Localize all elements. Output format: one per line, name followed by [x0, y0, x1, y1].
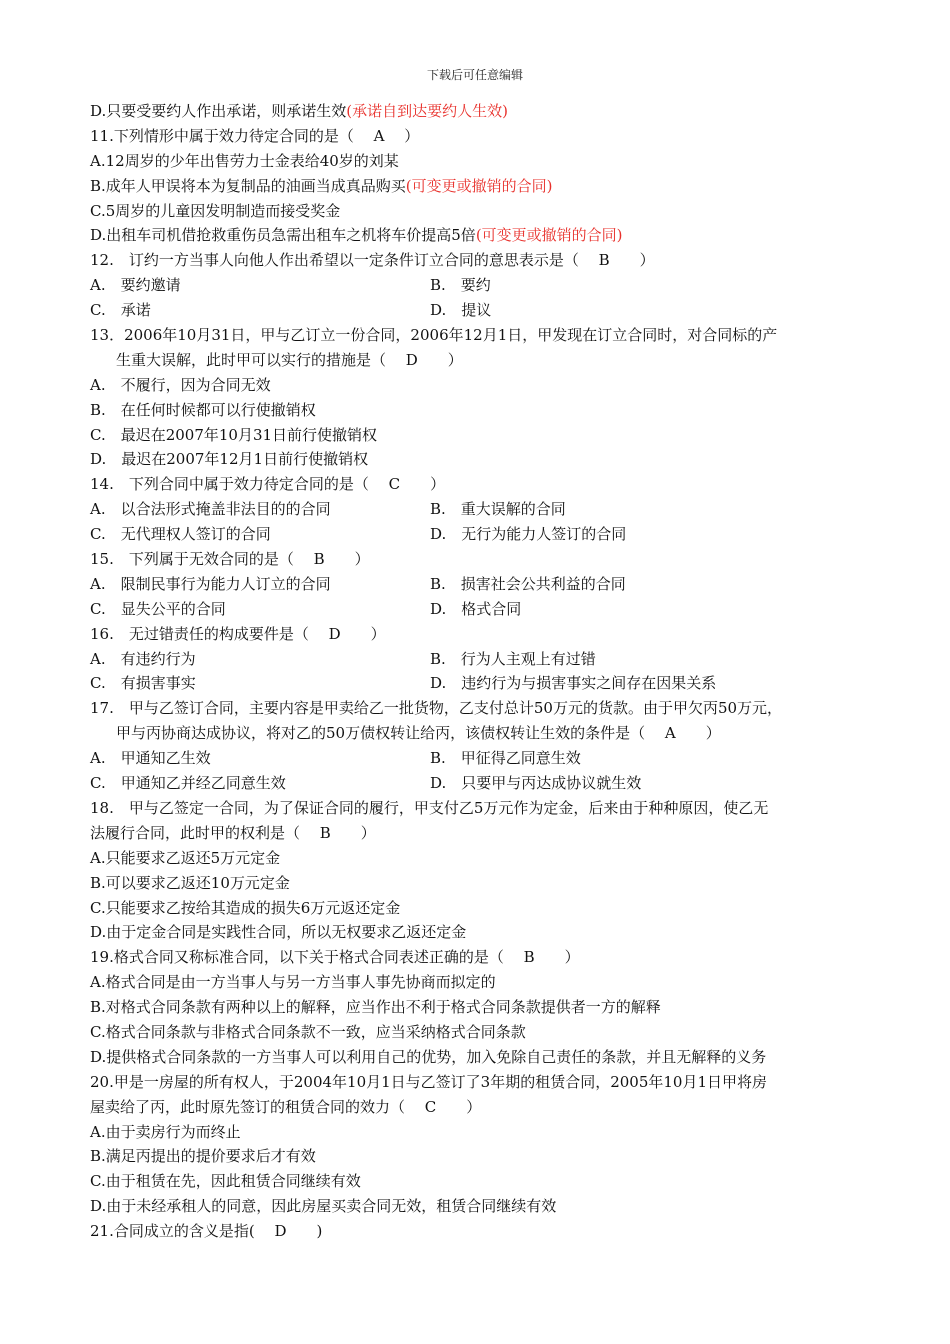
line-text: 16. 无过错责任的构成要件是（ D ）: [90, 624, 386, 643]
line-text: D. 最迟在2007年12月1日前行使撤销权: [90, 450, 369, 469]
line-text: 生重大误解，此时甲可以实行的措施是（ D ）: [116, 350, 463, 369]
option-row: [90, 597, 865, 622]
text-line: [90, 223, 865, 248]
text-line: [90, 995, 865, 1020]
option-text: B. 要约: [430, 276, 491, 295]
line-text: 甲与丙协商达成协议，将对乙的50万债权转让给丙，该债权转让生效的条件是（ A ）: [116, 724, 721, 743]
option-text: A. 要约邀请: [90, 276, 181, 295]
option-row: [90, 522, 865, 547]
line-text: 20.甲是一房屋的所有权人，于2004年10月1日与乙签订了3年期的租赁合同，2005年10月1日甲将房: [90, 1072, 768, 1091]
option-text: B. 行为人主观上有过错: [430, 649, 596, 668]
line-text: 19.格式合同又称标准合同，以下关于格式合同表述正确的是（ B ）: [90, 948, 580, 967]
text-line: [90, 423, 865, 448]
text-line: [90, 348, 865, 373]
answer-note: (可变更或撤销的合同): [475, 226, 623, 245]
option-row: [90, 298, 865, 323]
line-text: C.格式合同条款与非格式合同条款不一致，应当采纳格式合同条款: [90, 1022, 526, 1041]
line-text: A. 不履行，因为合同无效: [90, 375, 271, 394]
line-text: A.只能要求乙返还5万元定金: [90, 848, 281, 867]
line-text: 21.合同成立的含义是指( D ): [90, 1222, 323, 1241]
line-text: B.可以要求乙返还10万元定金: [90, 873, 290, 892]
text-line: [90, 472, 865, 497]
line-text: D.由于未经承租人的同意，因此房屋买卖合同无效，租赁合同继续有效: [90, 1197, 557, 1216]
text-line: [90, 796, 865, 821]
option-row: [90, 497, 865, 522]
line-text: 法履行合同，此时甲的权利是（ B ）: [90, 823, 376, 842]
text-line: [90, 721, 865, 746]
option-text: C. 有损害事实: [90, 674, 196, 693]
text-line: [90, 1194, 865, 1219]
option-text: D. 提议: [430, 301, 492, 320]
text-line: [90, 373, 865, 398]
option-text: B. 甲征得乙同意生效: [430, 749, 581, 768]
line-text: D.由于定金合同是实践性合同，所以无权要求乙返还定金: [90, 923, 467, 942]
text-line: [90, 248, 865, 273]
line-text: B. 在任何时候都可以行使撤销权: [90, 400, 316, 419]
option-text: D. 格式合同: [430, 599, 522, 618]
line-text: C. 最迟在2007年10月31日前行使撤销权: [90, 425, 378, 444]
line-text: B.成年人甲误将本为复制品的油画当成真品购买: [90, 176, 406, 195]
text-line: [90, 696, 865, 721]
line-text: 11.下列情形中属于效力待定合同的是（ A ）: [90, 126, 420, 145]
line-text: 15. 下列属于无效合同的是（ B ）: [90, 550, 370, 569]
option-text: B. 损害社会公共利益的合同: [430, 574, 626, 593]
line-text: B.对格式合同条款有两种以上的解释，应当作出不利于格式合同条款提供者一方的解释: [90, 998, 661, 1017]
text-line: [90, 398, 865, 423]
text-line: [90, 1095, 865, 1120]
text-line: [90, 323, 865, 348]
text-line: [90, 896, 865, 921]
option-text: A. 有违约行为: [90, 649, 196, 668]
text-line: [90, 945, 865, 970]
option-text: D. 违约行为与损害事实之间存在因果关系: [430, 674, 717, 693]
line-text: B.满足丙提出的提价要求后才有效: [90, 1147, 316, 1166]
text-line: [90, 871, 865, 896]
line-text: 屋卖给了丙，此时原先签订的租赁合同的效力（ C ）: [90, 1097, 482, 1116]
line-text: C.由于租赁在先，因此租赁合同继续有效: [90, 1172, 361, 1191]
option-text: A. 以合法形式掩盖非法目的的合同: [90, 500, 331, 519]
line-text: A.由于卖房行为而终止: [90, 1122, 241, 1141]
option-row: [90, 746, 865, 771]
text-line: [90, 1045, 865, 1070]
line-text: A.12周岁的少年出售劳力士金表给40岁的刘某: [90, 151, 399, 170]
option-row: [90, 273, 865, 298]
text-line: [90, 1169, 865, 1194]
line-text: A.格式合同是由一方当事人与另一方当事人事先协商而拟定的: [90, 973, 496, 992]
option-row: [90, 572, 865, 597]
line-text: C.5周岁的儿童因发明制造而接受奖金: [90, 201, 341, 220]
option-row: [90, 771, 865, 796]
text-line: [90, 547, 865, 572]
option-row: [90, 647, 865, 672]
option-text: D. 只要甲与丙达成协议就生效: [430, 774, 642, 793]
answer-note: (可变更或撤销的合同): [405, 176, 553, 195]
option-text: A. 甲通知乙生效: [90, 749, 211, 768]
line-text: 18. 甲与乙签定一合同，为了保证合同的履行，甲支付乙5万元作为定金，后来由于种种原因，使乙无: [90, 798, 769, 817]
text-line: [90, 821, 865, 846]
option-text: D. 无行为能力人签订的合同: [430, 525, 627, 544]
option-text: A. 限制民事行为能力人订立的合同: [90, 574, 331, 593]
option-text: C. 显失公平的合同: [90, 599, 226, 618]
line-text: 13．2006年10月31日，甲与乙订立一份合同，2006年12月1日，甲发现在订立合同时，对合同标的产: [90, 326, 778, 345]
option-text: B. 重大误解的合同: [430, 500, 566, 519]
text-line: [90, 1120, 865, 1145]
text-line: [90, 1020, 865, 1045]
line-text: 14. 下列合同中属于效力待定合同的是（ C ）: [90, 475, 446, 494]
document-body: [90, 99, 865, 1244]
option-text: C. 甲通知乙并经乙同意生效: [90, 774, 286, 793]
text-line: [90, 199, 865, 224]
line-text: 12. 订约一方当事人向他人作出希望以一定条件订立合同的意思表示是（ B ）: [90, 251, 655, 270]
text-line: [90, 970, 865, 995]
line-text: D.出租车司机借抢救重伤员急需出租车之机将车价提高5倍: [90, 226, 476, 245]
option-text: C. 无代理权人签订的合同: [90, 525, 271, 544]
option-row: [90, 671, 865, 696]
line-text: D.只要受要约人作出承诺，则承诺生效: [90, 102, 347, 120]
answer-note: (承诺自到达要约人生效): [346, 102, 508, 120]
text-line: [90, 447, 865, 472]
text-line: [90, 622, 865, 647]
text-line: [90, 99, 865, 124]
text-line: [90, 1144, 865, 1169]
text-line: [90, 1070, 865, 1095]
page-header: 下载后可任意编辑: [426, 68, 523, 82]
text-line: [90, 846, 865, 871]
text-line: [90, 149, 865, 174]
text-line: [90, 174, 865, 199]
line-text: C.只能要求乙按给其造成的损失6万元返还定金: [90, 898, 401, 917]
option-text: C. 承诺: [90, 301, 151, 320]
text-line: [90, 124, 865, 149]
line-text: 17. 甲与乙签订合同，主要内容是甲卖给乙一批货物，乙支付总计50万元的货款。由于甲欠丙50万元，: [90, 699, 783, 718]
text-line: [90, 920, 865, 945]
text-line: [90, 1219, 865, 1244]
line-text: D.提供格式合同条款的一方当事人可以利用自己的优势，加入免除自己责任的条款，并且无解释的义务: [90, 1047, 767, 1066]
